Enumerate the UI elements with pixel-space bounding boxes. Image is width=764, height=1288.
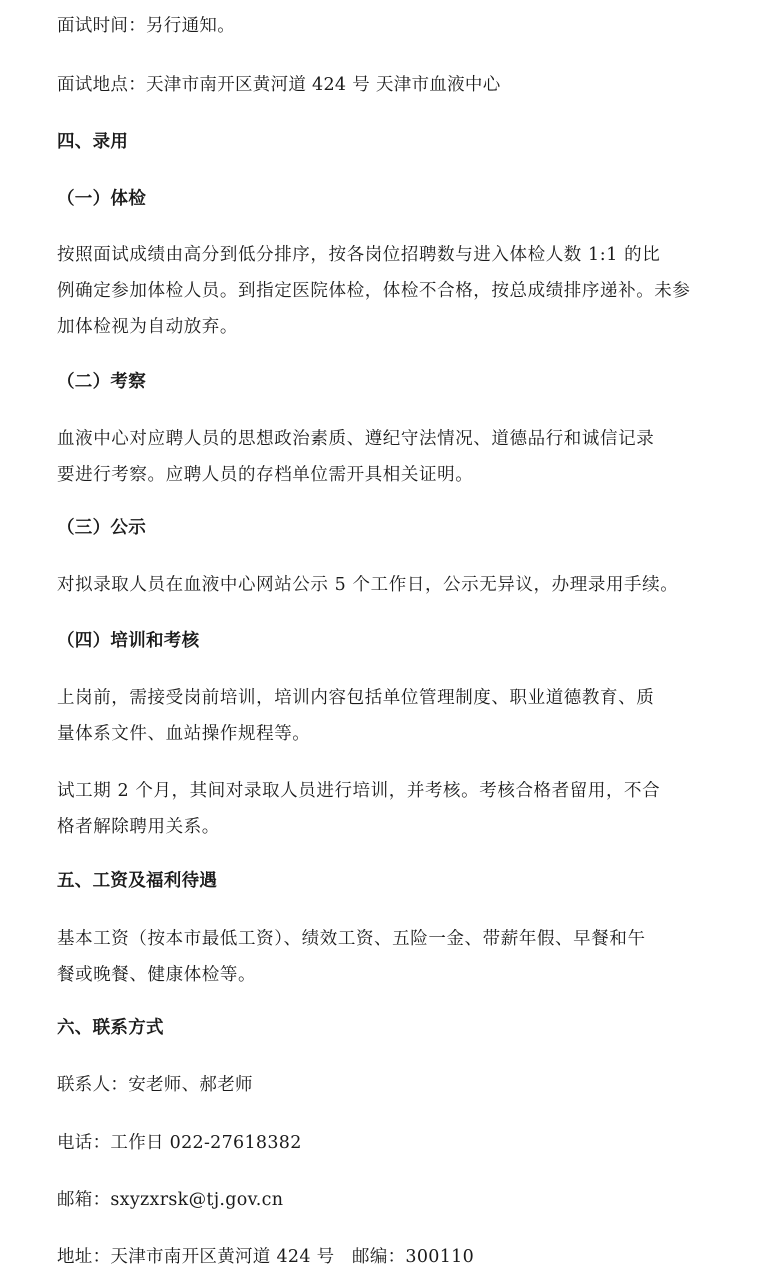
- training-paragraph: [57, 680, 722, 752]
- publicity-paragraph: [57, 567, 722, 603]
- paragraph-line: 基本工资（按本市最低工资）、绩效工资、五险一金、带薪年假、早餐和午: [57, 929, 646, 949]
- contact-phone: 电话：工作日 022-27618382: [57, 1133, 302, 1153]
- contact-address: 地址：天津市南开区黄河道 424 号 邮编：300110: [57, 1247, 475, 1267]
- paragraph-line: 例确定参加体检人员。到指定医院体检，体检不合格，按总成绩排序递补。未参: [57, 281, 691, 301]
- paragraph-line: 格者解除聘用关系。: [57, 817, 220, 837]
- subsection-physical-exam-heading: （一）体检: [57, 189, 146, 209]
- interview-time: 面试时间：另行通知。: [57, 16, 235, 36]
- section-6-heading: 六、联系方式: [57, 1018, 164, 1038]
- paragraph-line: 餐或晚餐、健康体检等。: [57, 965, 257, 985]
- paragraph-line: 要进行考察。应聘人员的存档单位需开具相关证明。: [57, 465, 474, 485]
- contact-email: 邮箱：sxyzxrsk@tj.gov.cn: [57, 1190, 284, 1210]
- paragraph-line: 按照面试成绩由高分到低分排序，按各岗位招聘数与进入体检人数 1:1 的比: [57, 245, 661, 265]
- inspection-paragraph: [57, 421, 722, 493]
- subsection-inspection-heading: （二）考察: [57, 372, 146, 392]
- subsection-publicity-heading: （三）公示: [57, 518, 146, 538]
- section-5-heading: 五、工资及福利待遇: [57, 871, 218, 891]
- paragraph-line: 血液中心对应聘人员的思想政治素质、遵纪守法情况、道德品行和诚信记录: [57, 429, 655, 449]
- paragraph-line: 加体检视为自动放弃。: [57, 317, 238, 337]
- paragraph-line: 试工期 2 个月，其间对录取人员进行培训，并考核。考核合格者留用，不合: [57, 781, 661, 801]
- subsection-training-heading: （四）培训和考核: [57, 631, 200, 651]
- probation-paragraph: [57, 773, 722, 845]
- paragraph-line: 上岗前，需接受岗前培训，培训内容包括单位管理制度、职业道德教育、质: [57, 688, 655, 708]
- physical-exam-paragraph: [57, 237, 722, 345]
- paragraph-line: 对拟录取人员在血液中心网站公示 5 个工作日，公示无异议，办理录用手续。: [57, 575, 679, 595]
- section-4-heading: 四、录用: [57, 132, 129, 152]
- interview-location: 面试地点：天津市南开区黄河道 424 号 天津市血液中心: [57, 75, 501, 95]
- salary-paragraph: [57, 921, 722, 993]
- paragraph-line: 量体系文件、血站操作规程等。: [57, 724, 311, 744]
- contact-person: 联系人：安老师、郝老师: [57, 1075, 253, 1095]
